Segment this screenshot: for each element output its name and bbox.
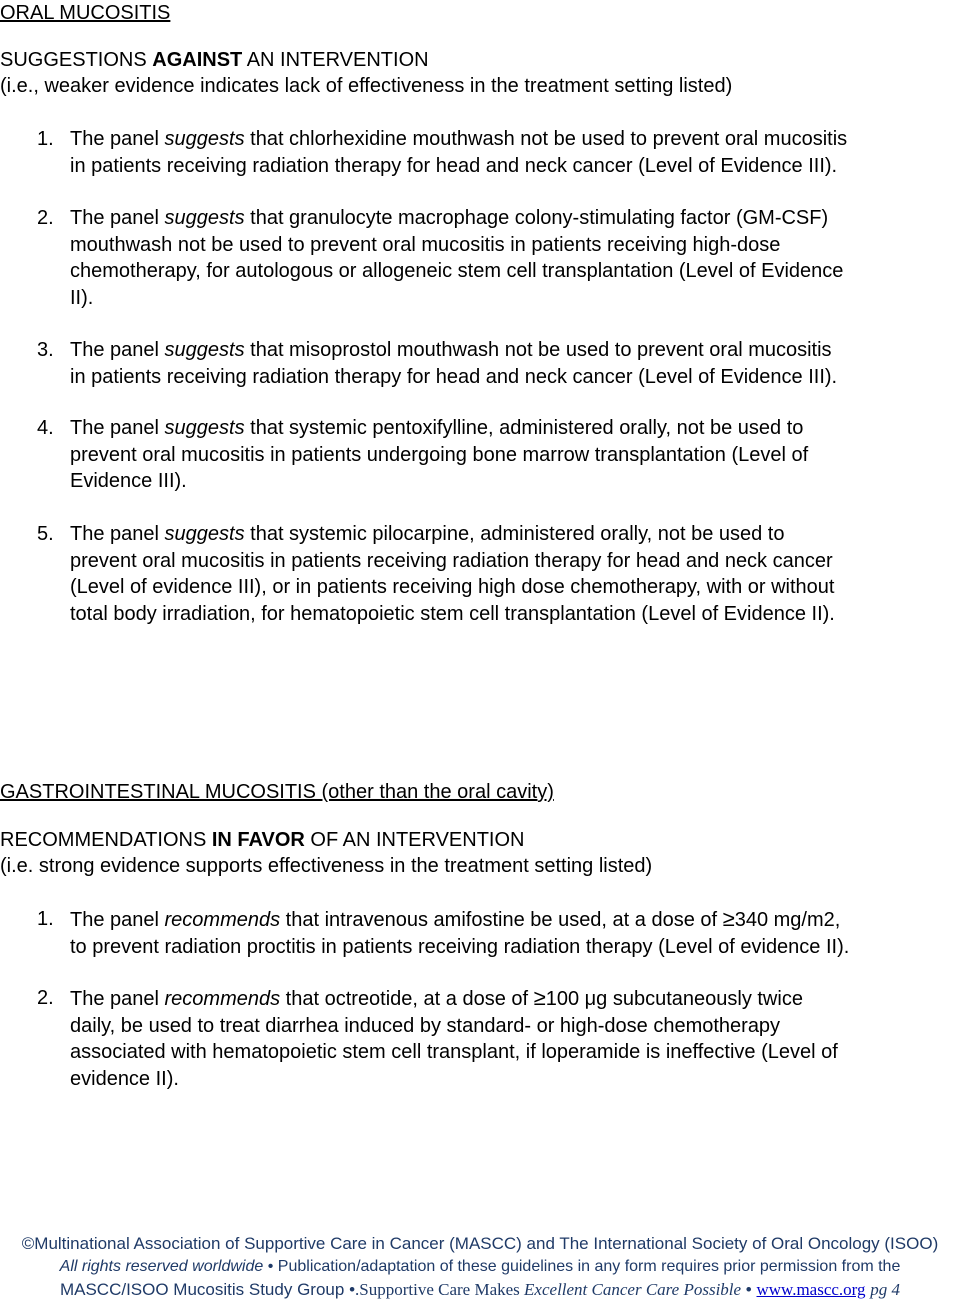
section-heading-gi: GASTROINTESTINAL MUCOSITIS (other than the oral cavity) [0, 781, 554, 803]
footer-copyright: ©Multinational Association of Supportive Care in Cancer (MASCC) and The International Society of Oral Oncology (ISOO) [21, 1234, 939, 1253]
subheading-recommendations-in-favor: RECOMMENDATIONS IN FAVOR OF AN INTERVENTION [0, 829, 525, 851]
section-note-oral: (i.e., weaker evidence indicates lack of effectiveness in the treatment setting listed) [0, 75, 733, 97]
mascc-website-link[interactable]: www.mascc.org [756, 1280, 866, 1299]
subheading-suggestions-against: SUGGESTIONS AGAINST AN INTERVENTION [0, 49, 429, 71]
section-heading-oral: ORAL MUCOSITIS [0, 2, 171, 24]
footer-group-line: MASCC/ISOO Mucositis Study Group •.Supportive Care Makes Excellent Cancer Care Possible • www.mascc.org pg 4 [59, 1280, 901, 1299]
bullet-icon: • [349, 1280, 356, 1299]
page-number: pg 4 [870, 1280, 901, 1299]
greater-equal-symbol: ≥ [722, 906, 735, 931]
page-footer [0, 1232, 960, 1301]
section-note-gi: (i.e. strong evidence supports effectiveness in the treatment setting listed) [0, 855, 653, 877]
bullet-icon: • [267, 1258, 274, 1275]
bullet-icon: • [745, 1280, 752, 1299]
greater-equal-symbol: ≥ [533, 985, 546, 1010]
footer-rights-line: All rights reserved worldwide • Publication/adaptation of these guidelines in any form requires prior permission from the [59, 1258, 901, 1275]
